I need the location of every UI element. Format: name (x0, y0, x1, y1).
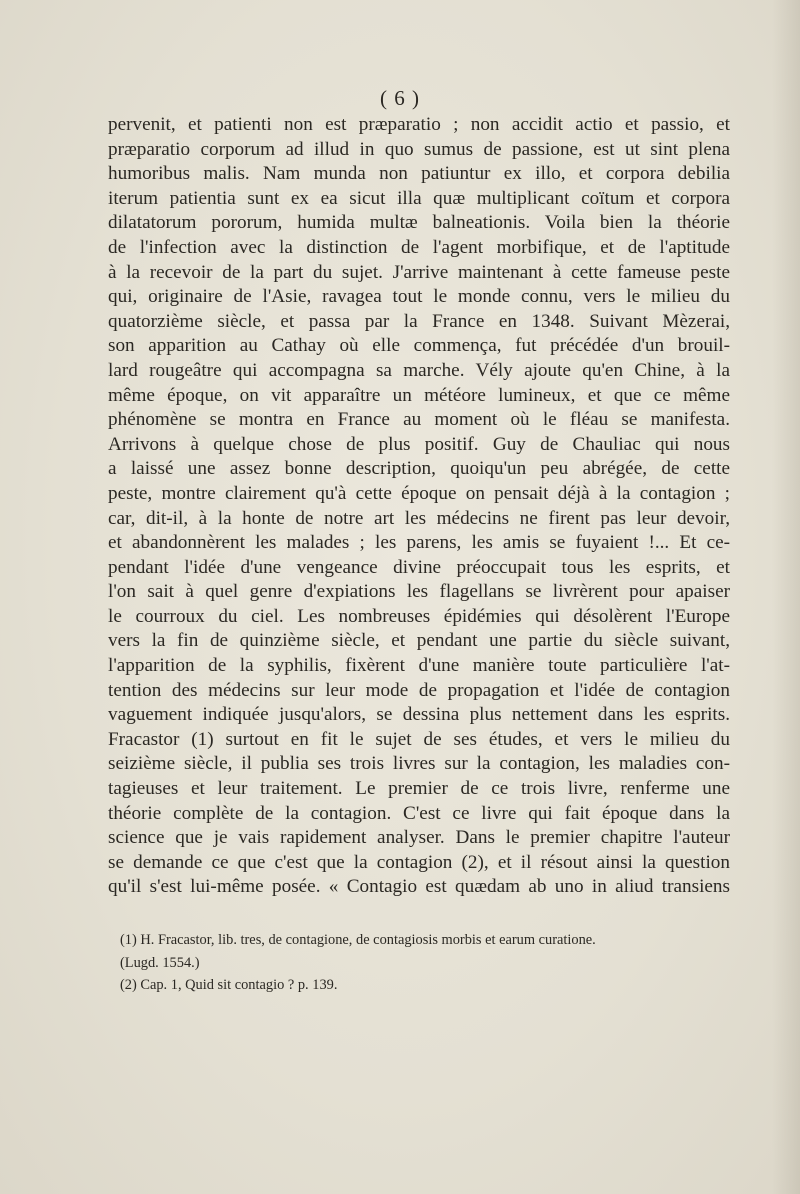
text-line: lard rougeâtre qui accompagna sa marche. Vély ajoute qu'en Chine, à la (108, 359, 730, 381)
text-line: le courroux du ciel. Les nombreuses épidémies qui désolèrent l'Europe (108, 605, 730, 627)
text-line: qu'il s'est lui-même posée. « Contagio est quædam ab uno in aliud transiens (108, 876, 730, 898)
text-line: l'on sait à quel genre d'expiations les flagellans se livrèrent pour apaiser (108, 581, 730, 603)
text-line: Fracastor (1) surtout en fit le sujet de ses études, et vers le milieu du (108, 728, 730, 750)
footnote-2: (2) Cap. 1, Quid sit contagio ? p. 139. (120, 977, 338, 993)
footnote-1-continuation: (Lugd. 1554.) (120, 954, 200, 971)
body-text (108, 113, 730, 900)
text-line: de l'infection avec la distinction de l'agent morbifique, et de l'aptitude (108, 236, 730, 258)
text-line: l'apparition de la syphilis, fixèrent d'une manière toute particulière l'at- (108, 655, 730, 677)
text-line: iterum patientia sunt ex ea sicut illa quæ multiplicant coïtum et corpora (108, 187, 730, 209)
text-line: tagieuses et leur traitement. Le premier de ce trois livre, renferme une (108, 778, 730, 800)
text-line: vaguement indiquée jusqu'alors, se dessina plus nettement dans les esprits. (108, 704, 730, 726)
text-line: théorie complète de la contagion. C'est ce livre qui fait époque dans la (108, 802, 730, 824)
text-line: qui, originaire de l'Asie, ravagea tout le monde connu, vers le milieu du (108, 286, 730, 308)
footnote-1: (1) H. Fracastor, lib. tres, de contagione, de contagiosis morbis et earum curatione. (120, 932, 596, 948)
text-line: phénomène se montra en France au moment où le fléau se manifesta. (108, 409, 730, 431)
text-line: pendant l'idée d'une vengeance divine préoccupait tous les esprits, et (108, 556, 730, 578)
text-line: seizième siècle, il publia ses trois livres sur la contagion, les maladies con- (108, 753, 730, 775)
text-line: se demande ce que c'est que la contagion (2), et il résout ainsi la question (108, 851, 730, 873)
text-line: quatorzième siècle, et passa par la France en 1348. Suivant Mèzerai, (108, 310, 730, 332)
text-line: science que je vais rapidement analyser. Dans le premier chapitre l'auteur (108, 827, 730, 849)
footnotes (120, 929, 760, 997)
text-line: à la recevoir de la part du sujet. J'arrive maintenant à cette fameuse peste (108, 261, 730, 283)
text-line: même époque, on vit apparaître un météore lumineux, et que ce même (108, 384, 730, 406)
text-line: a laissé une assez bonne description, quoiqu'un peu abrégée, de cette (108, 458, 730, 480)
text-line: præparatio corporum ad illud in quo sumus de passione, est ut sint plena (108, 138, 730, 160)
text-line: son apparition au Cathay où elle commença, fut précédée d'un brouil- (108, 335, 730, 357)
text-line: tention des médecins sur leur mode de propagation et l'idée de contagion (108, 679, 730, 701)
text-line: et abandonnèrent les malades ; les parens, les amis se fuyaient !... Et ce- (108, 532, 730, 554)
text-line: car, dit-il, à la honte de notre art les médecins ne firent pas leur devoir, (108, 507, 730, 529)
text-line: vers la fin de quinzième siècle, et pendant une partie du siècle suivant, (108, 630, 730, 652)
text-line: pervenit, et patienti non est præparatio ; non accidit actio et passio, et (108, 114, 730, 135)
page-number: ( 6 ) (380, 86, 420, 110)
text-line: humoribus malis. Nam munda non patiuntur ex illo, et corpora debilia (108, 163, 730, 185)
text-line: Arrivons à quelque chose de plus positif. Guy de Chauliac qui nous (108, 433, 730, 455)
text-line: dilatatorum pororum, humida multæ balneationis. Voila bien la théorie (108, 212, 730, 234)
text-line: peste, montre clairement qu'à cette époque on pensait déjà à la contagion ; (108, 482, 730, 504)
